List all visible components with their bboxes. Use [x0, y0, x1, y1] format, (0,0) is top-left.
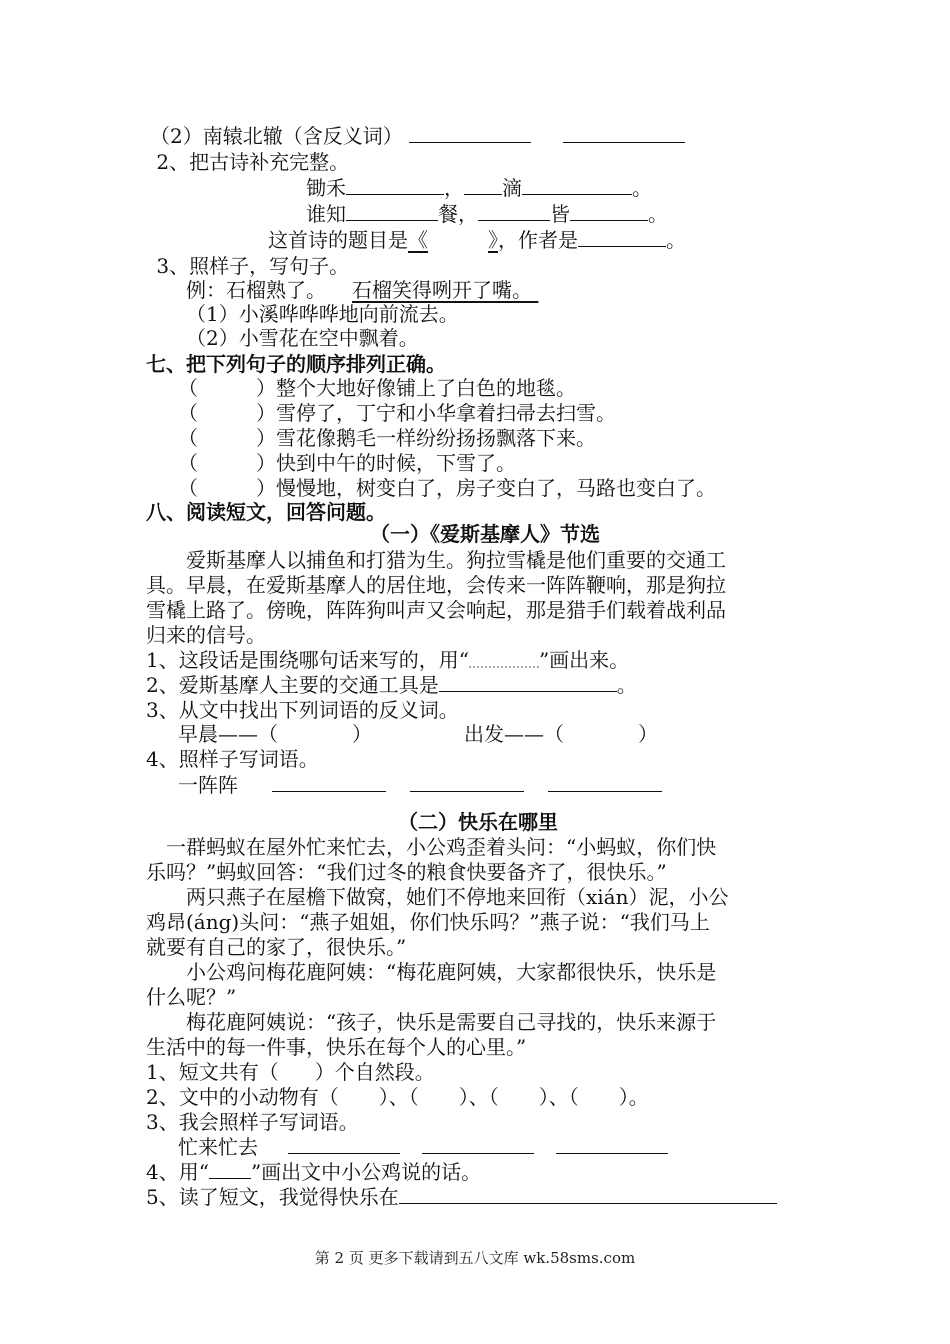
section-7-heading: 七、把下列句子的顺序排列正确。 [146, 352, 446, 376]
question-1: 1、短文共有（ ）个自然段。 [146, 1060, 435, 1084]
answer-blank[interactable] [570, 202, 648, 221]
passage-line: 生活中的每一件事，快乐在每个人的心里。” [146, 1035, 527, 1059]
answer-blank[interactable] [578, 228, 666, 247]
question-3: 3、从文中找出下列词语的反义词。 [146, 698, 459, 722]
order-item: （ ）雪停了，丁宁和小华拿着扫帚去扫雪。 [178, 401, 616, 425]
page-footer: 第 2 页 更多下载请到五八文库 wk.58sms.com [314, 1249, 636, 1267]
order-item: （ ）整个大地好像铺上了白色的地毯。 [178, 376, 576, 400]
question-1: 1、这段话是围绕哪句话来写的，用“ ”画出来。 [146, 648, 630, 672]
passage-line: 梅花鹿阿姨说：“孩子，快乐是需要自己寻找的，快乐来源于 [186, 1010, 717, 1034]
passage-line: 归来的信号。 [146, 623, 266, 647]
passage-line: 鸡昂(áng)头问：“燕子姐姐，你们快乐吗？”燕子说：“我们马上 [146, 910, 710, 934]
passage-line: 小公鸡问梅花鹿阿姨：“梅花鹿阿姨，大家都很快乐，快乐是 [186, 960, 717, 984]
answer-blank[interactable] [548, 773, 662, 792]
question-2: 2、文中的小动物有（ ）、（ ）、（ ）、（ ）。 [146, 1085, 649, 1109]
question-2: 2、把古诗补充完整。 [150, 150, 350, 174]
answer-blank[interactable] [522, 176, 632, 195]
poem-line-1: 锄禾 ， 滴 。 [306, 176, 652, 200]
answer-blank[interactable] [346, 202, 438, 221]
wavy-underline-sample [469, 656, 539, 668]
question-2: 2、爱斯基摩人主要的交通工具是 。 [146, 673, 637, 697]
passage-line: 就要有自己的家了，很快乐。” [146, 935, 407, 959]
order-item: （ ）慢慢地，树变白了，房子变白了，马路也变白了。 [178, 476, 716, 500]
question-5: 5、读了短文，我觉得快乐在 [146, 1185, 777, 1209]
answer-blank[interactable] [346, 176, 444, 195]
passage-line: 乐吗？”蚂蚁回答：“我们过冬的粮食快要备齐了，很快乐。” [146, 860, 667, 884]
answer-blank[interactable] [563, 124, 685, 143]
answer-blank[interactable] [288, 1135, 400, 1154]
antonym-pairs: 早晨——（ ） 出发——（ ） [178, 722, 658, 746]
word-example: 忙来忙去 [178, 1135, 668, 1159]
underline-sample [209, 1168, 251, 1179]
passage-line: 一群蚂蚁在屋外忙来忙去，小公鸡歪着头问：“小蚂蚁，你们快 [166, 835, 717, 859]
sentence-1: （1）小溪哗哗哗地向前流去。 [186, 302, 459, 326]
passage-line: 什么呢？” [146, 985, 237, 1009]
answer-blank[interactable] [410, 773, 524, 792]
word-example: 一阵阵 [178, 773, 662, 797]
example-sentence: 例：石榴熟了。 石榴笑得咧开了嘴。 [186, 278, 532, 302]
order-item: （ ）雪花像鹅毛一样纷纷扬扬飘落下来。 [178, 426, 596, 450]
poem-title-line: 这首诗的题目是《 》，作者是 。 [268, 228, 686, 252]
question-4: 4、照样子写词语。 [146, 747, 319, 771]
answer-blank[interactable] [422, 1135, 534, 1154]
answer-blank[interactable] [399, 1185, 777, 1204]
sentence-2: （2）小雪花在空中飘着。 [186, 326, 419, 350]
passage-line: 具。早晨，在爱斯基摩人的居住地，会传来一阵阵鞭响，那是狗拉 [146, 573, 726, 597]
order-item: （ ）快到中午的时候，下雪了。 [178, 451, 516, 475]
question-3: 3、我会照样子写词语。 [146, 1110, 359, 1134]
passage-2-title: （二）快乐在哪里 [398, 810, 558, 834]
answer-blank[interactable] [464, 176, 502, 195]
question-4: 4、用“ ”画出文中小公鸡说的话。 [146, 1160, 482, 1184]
passage-line: 雪橇上路了。傍晚，阵阵狗叫声又会响起，那是猎手们载着战利品 [146, 598, 726, 622]
passage-1-title: （一）《爱斯基摩人》节选 [370, 522, 600, 546]
passage-line: 爱斯基摩人以捕鱼和打猎为生。狗拉雪橇是他们重要的交通工 [186, 548, 726, 572]
section-8-heading: 八、阅读短文，回答问题。 [146, 500, 386, 524]
answer-blank[interactable] [272, 773, 386, 792]
passage-line: 两只燕子在屋檐下做窝，她们不停地来回衔（xián）泥，小公 [186, 885, 729, 909]
question-3: 3、照样子，写句子。 [150, 254, 350, 278]
answer-blank[interactable] [478, 202, 550, 221]
idiom-antonym-item: （2）南辕北辙（含反义词） [150, 124, 685, 148]
answer-blank[interactable] [556, 1135, 668, 1154]
poem-line-2: 谁知 餐， 皆 。 [306, 202, 668, 226]
answer-blank[interactable] [439, 673, 617, 692]
answer-blank[interactable] [409, 124, 531, 143]
